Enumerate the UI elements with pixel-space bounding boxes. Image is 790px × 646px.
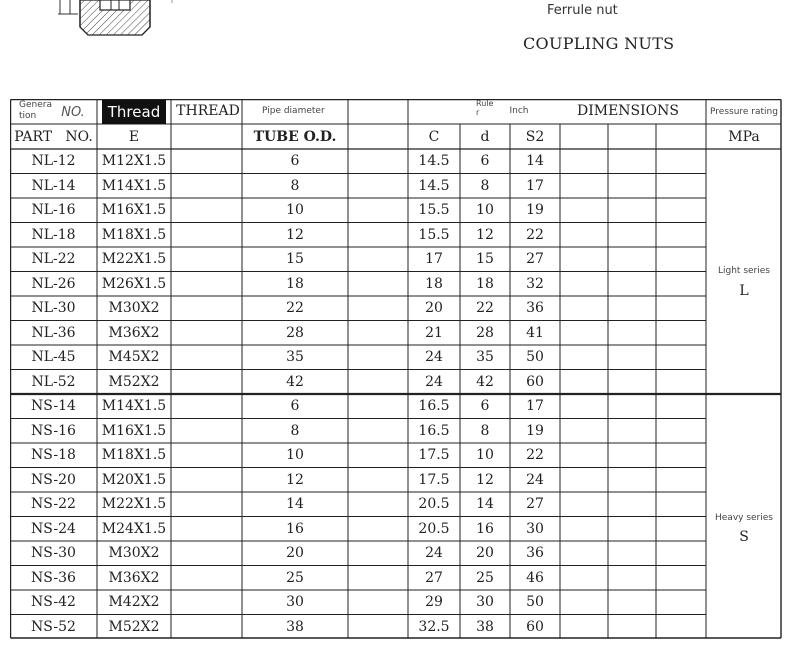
- table-cell-s2: 17: [526, 177, 544, 194]
- table-cell-part: NL-45: [31, 349, 76, 366]
- table-cell-c: 32.5: [418, 618, 450, 635]
- table-cell-s2: 50: [526, 349, 544, 366]
- series-label-heavy: Heavy series: [715, 513, 773, 523]
- series-label-light: Light series: [718, 266, 770, 276]
- table-cell-tube: 14: [286, 496, 304, 513]
- table-cell-tube: 30: [286, 594, 304, 611]
- table-cell-d: 15: [476, 251, 494, 268]
- ferrule-nut-label: Ferrule nut: [547, 3, 618, 18]
- table-cell-c: 18: [425, 275, 443, 292]
- table-cell-tube: 18: [286, 275, 304, 292]
- table-cell-d: 12: [476, 471, 494, 488]
- table-cell-part: NL-14: [31, 177, 76, 194]
- header-dimensions: DIMENSIONS: [577, 103, 679, 119]
- table-cell-part: NS-18: [31, 447, 76, 464]
- table-cell-tube: 6: [290, 398, 300, 415]
- table-cell-tube: 35: [286, 349, 304, 366]
- header-e: E: [128, 129, 140, 145]
- header-generation: Generation: [19, 100, 52, 121]
- table-cell-part: NL-26: [31, 275, 76, 292]
- table-cell-c: 24: [425, 545, 443, 562]
- table-cell-d: 28: [476, 324, 494, 341]
- table-cell-c: 20.5: [418, 520, 450, 537]
- table-cell-d: 6: [480, 398, 490, 415]
- table-cell-s2: 41: [526, 324, 544, 341]
- table-cell-s2: 22: [526, 226, 544, 243]
- table-cell-tube: 20: [286, 545, 304, 562]
- table-cell-c: 15.5: [418, 202, 450, 219]
- table-cell-c: 29: [425, 594, 443, 611]
- table-cell-thread: M20X1.5: [101, 471, 167, 488]
- table-cell-d: 20: [476, 545, 494, 562]
- header-tube-od: TUBE O.D.: [253, 129, 337, 145]
- table-cell-thread: M52X2: [108, 373, 160, 390]
- table-cell-s2: 32: [526, 275, 544, 292]
- table-cell-s2: 22: [526, 447, 544, 464]
- table-cell-tube: 38: [286, 618, 304, 635]
- table-cell-part: NS-36: [31, 569, 76, 586]
- table-cell-d: 22: [476, 300, 494, 317]
- table-cell-part: NS-52: [31, 618, 76, 635]
- coupling-nuts-table: [10, 99, 782, 639]
- table-cell-thread: M24X1.5: [101, 520, 167, 537]
- table-cell-d: 6: [480, 153, 490, 170]
- table-cell-part: NL-52: [31, 373, 76, 390]
- header-thread: THREAD: [176, 103, 240, 119]
- table-cell-c: 17: [425, 251, 443, 268]
- table-cell-c: 16.5: [418, 398, 450, 415]
- table-cell-s2: 27: [526, 251, 544, 268]
- table-cell-c: 17.5: [418, 447, 450, 464]
- table-cell-part: NS-14: [31, 398, 76, 415]
- header-mpa: MPa: [728, 129, 760, 145]
- table-cell-part: NS-20: [31, 471, 76, 488]
- table-cell-d: 38: [476, 618, 494, 635]
- table-cell-s2: 60: [526, 373, 544, 390]
- table-cell-d: 10: [476, 447, 494, 464]
- table-cell-s2: 30: [526, 520, 544, 537]
- table-cell-thread: M18X1.5: [101, 226, 167, 243]
- table-cell-tube: 22: [286, 300, 304, 317]
- table-cell-part: NS-42: [31, 594, 76, 611]
- table-cell-part: NL-22: [31, 251, 76, 268]
- header-pipe-diameter: Pipe diameter: [262, 106, 325, 116]
- header-part-no: PART NO.: [14, 129, 93, 145]
- table-cell-d: 42: [476, 373, 494, 390]
- table-cell-thread: M45X2: [108, 349, 160, 366]
- table-cell-thread: M42X2: [108, 594, 160, 611]
- table-cell-s2: 36: [526, 545, 544, 562]
- table-cell-part: NS-22: [31, 496, 76, 513]
- table-cell-s2: 19: [526, 422, 544, 439]
- header-inch: Inch: [509, 106, 529, 116]
- table-cell-c: 24: [425, 349, 443, 366]
- table-cell-tube: 12: [286, 226, 304, 243]
- table-cell-part: NL-18: [31, 226, 76, 243]
- table-cell-d: 12: [476, 226, 494, 243]
- table-cell-thread: M16X1.5: [101, 422, 167, 439]
- table-cell-d: 8: [480, 177, 490, 194]
- table-cell-c: 14.5: [418, 153, 450, 170]
- thread-badge: Thread: [102, 100, 166, 124]
- table-cell-thread: M30X2: [108, 300, 160, 317]
- header-pressure-rating: Pressure rating: [710, 107, 778, 117]
- table-cell-d: 18: [476, 275, 494, 292]
- table-cell-tube: 8: [290, 177, 300, 194]
- table-cell-part: NL-36: [31, 324, 76, 341]
- table-cell-tube: 16: [286, 520, 304, 537]
- table-cell-thread: M16X1.5: [101, 202, 167, 219]
- table-cell-d: 14: [476, 496, 494, 513]
- table-cell-thread: M30X2: [108, 545, 160, 562]
- table-cell-s2: 17: [526, 398, 544, 415]
- table-cell-c: 15.5: [418, 226, 450, 243]
- table-cell-tube: 8: [290, 422, 300, 439]
- table-cell-s2: 36: [526, 300, 544, 317]
- table-cell-part: NS-30: [31, 545, 76, 562]
- table-cell-part: NS-24: [31, 520, 76, 537]
- table-cell-c: 21: [425, 324, 443, 341]
- page-title: COUPLING NUTS: [523, 34, 675, 53]
- table-cell-thread: M22X1.5: [101, 251, 167, 268]
- table-cell-c: 20.5: [418, 496, 450, 513]
- table-cell-part: NL-12: [31, 153, 76, 170]
- table-cell-part: NL-16: [31, 202, 76, 219]
- header-no-label: NO.: [61, 104, 85, 120]
- table-cell-d: 16: [476, 520, 494, 537]
- table-cell-tube: 10: [286, 202, 304, 219]
- table-cell-thread: M14X1.5: [101, 177, 167, 194]
- table-cell-thread: M26X1.5: [101, 275, 167, 292]
- table-cell-thread: M22X1.5: [101, 496, 167, 513]
- table-cell-tube: 6: [290, 153, 300, 170]
- table-cell-thread: M52X2: [108, 618, 160, 635]
- table-cell-c: 27: [425, 569, 443, 586]
- table-cell-tube: 12: [286, 471, 304, 488]
- table-cell-c: 16.5: [418, 422, 450, 439]
- table-cell-thread: M18X1.5: [101, 447, 167, 464]
- header-s2: S2: [525, 129, 545, 145]
- table-cell-thread: M12X1.5: [101, 153, 167, 170]
- table-cell-d: 35: [476, 349, 494, 366]
- table-cell-tube: 15: [286, 251, 304, 268]
- table-cell-c: 14.5: [418, 177, 450, 194]
- table-cell-s2: 19: [526, 202, 544, 219]
- table-cell-s2: 50: [526, 594, 544, 611]
- table-cell-thread: M36X2: [108, 324, 160, 341]
- table-cell-part: NS-16: [31, 422, 76, 439]
- header-c: C: [428, 129, 440, 145]
- table-cell-s2: 14: [526, 153, 544, 170]
- table-cell-d: 10: [476, 202, 494, 219]
- table-cell-c: 24: [425, 373, 443, 390]
- table-cell-c: 17.5: [418, 471, 450, 488]
- table-cell-s2: 46: [526, 569, 544, 586]
- table-cell-d: 30: [476, 594, 494, 611]
- series-code-light: L: [739, 283, 749, 299]
- table-cell-thread: M14X1.5: [101, 398, 167, 415]
- table-cell-s2: 24: [526, 471, 544, 488]
- table-cell-s2: 60: [526, 618, 544, 635]
- table-cell-tube: 10: [286, 447, 304, 464]
- table-cell-d: 8: [480, 422, 490, 439]
- table-cell-tube: 25: [286, 569, 304, 586]
- header-d: d: [480, 129, 490, 145]
- nut-drawing: [56, 0, 176, 42]
- table-cell-s2: 27: [526, 496, 544, 513]
- series-code-heavy: S: [739, 529, 749, 545]
- header-rule: Rule r: [476, 99, 494, 117]
- table-cell-tube: 28: [286, 324, 304, 341]
- table-cell-tube: 42: [286, 373, 304, 390]
- table-cell-part: NL-30: [31, 300, 76, 317]
- table-cell-c: 20: [425, 300, 443, 317]
- table-cell-thread: M36X2: [108, 569, 160, 586]
- table-cell-d: 25: [476, 569, 494, 586]
